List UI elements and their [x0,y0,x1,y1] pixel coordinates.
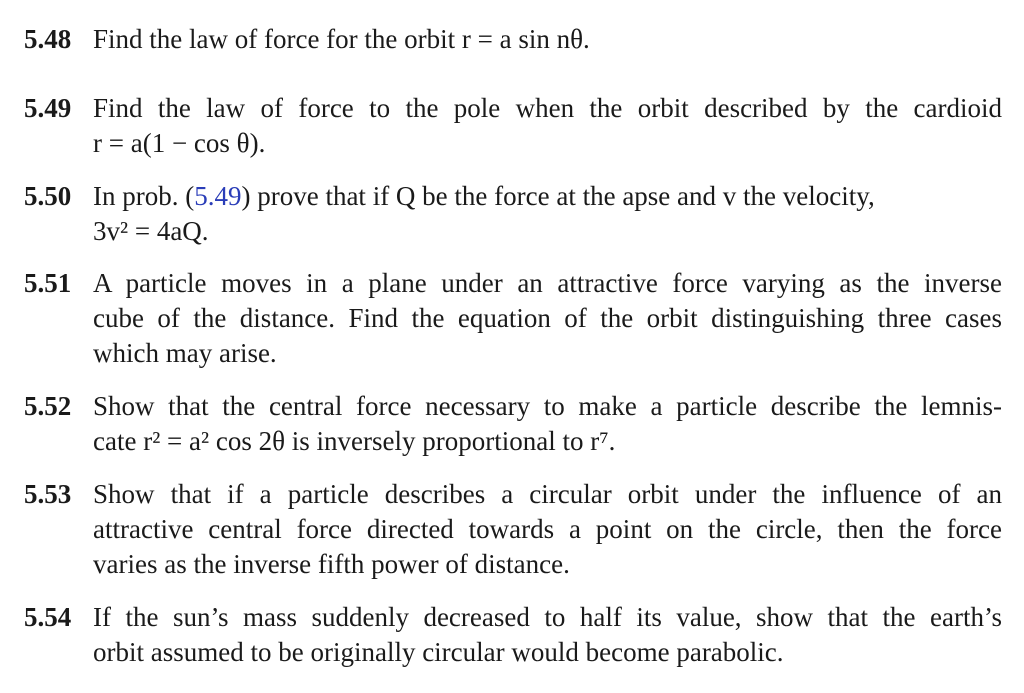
problem-line: Show that if a particle describes a circular orbit under the influence of an [93,479,1002,509]
problem-number: 5.48 [24,24,72,54]
problem-5-50 [24,179,1002,249]
problem-text [93,91,1002,161]
problem-text [93,266,1002,371]
problem-text [93,477,1002,582]
problem-5-53 [24,477,1002,582]
problem-line: 3v² = 4aQ. [93,216,209,246]
problem-number: 5.51 [24,268,72,298]
problem-number: 5.49 [24,93,72,123]
problem-line: Show that the central force necessary to make a particle describe the lemnis- [93,391,1002,421]
problem-text [93,600,1002,670]
problem-text [93,22,1002,57]
problem-line-post: ) prove that if Q be the force at the apse and v the velocity, [241,181,875,211]
problem-5-48 [24,22,1002,57]
problem-text [93,389,1002,459]
problem-line: Find the law of force to the pole when the orbit described by the cardioid [93,93,1002,123]
problem-5-54 [24,600,1002,670]
problem-number: 5.50 [24,181,72,211]
problem-line: which may arise. [93,338,277,368]
problem-line: cate r² = a² cos 2θ is inversely proportional to r⁷. [93,426,616,456]
problem-line: Find the law of force for the orbit r = a sin nθ. [93,24,590,54]
problem-5-52 [24,389,1002,459]
problem-line-pre: In prob. ( [93,181,195,211]
problem-line: A particle moves in a plane under an attractive force varying as the inverse [93,268,1002,298]
problem-line: orbit assumed to be originally circular would become parabolic. [93,637,784,667]
problem-number: 5.53 [24,479,72,509]
problem-line: cube of the distance. Find the equation of the orbit distinguishing three cases [93,303,1002,333]
problem-5-51 [24,266,1002,371]
problem-text [93,179,1002,249]
problem-line [93,179,1002,214]
problem-line: If the sun’s mass suddenly decreased to half its value, show that the earth’s [93,602,1002,632]
problem-number: 5.52 [24,391,72,421]
problem-line: r = a(1 − cos θ). [93,128,266,158]
problem-5-49 [24,91,1002,161]
problem-line: attractive central force directed towards a point on the circle, then the force [93,514,1002,544]
problem-number: 5.54 [24,602,72,632]
problem-reference-link[interactable]: 5.49 [194,181,242,211]
problem-line: varies as the inverse fifth power of distance. [93,549,570,579]
